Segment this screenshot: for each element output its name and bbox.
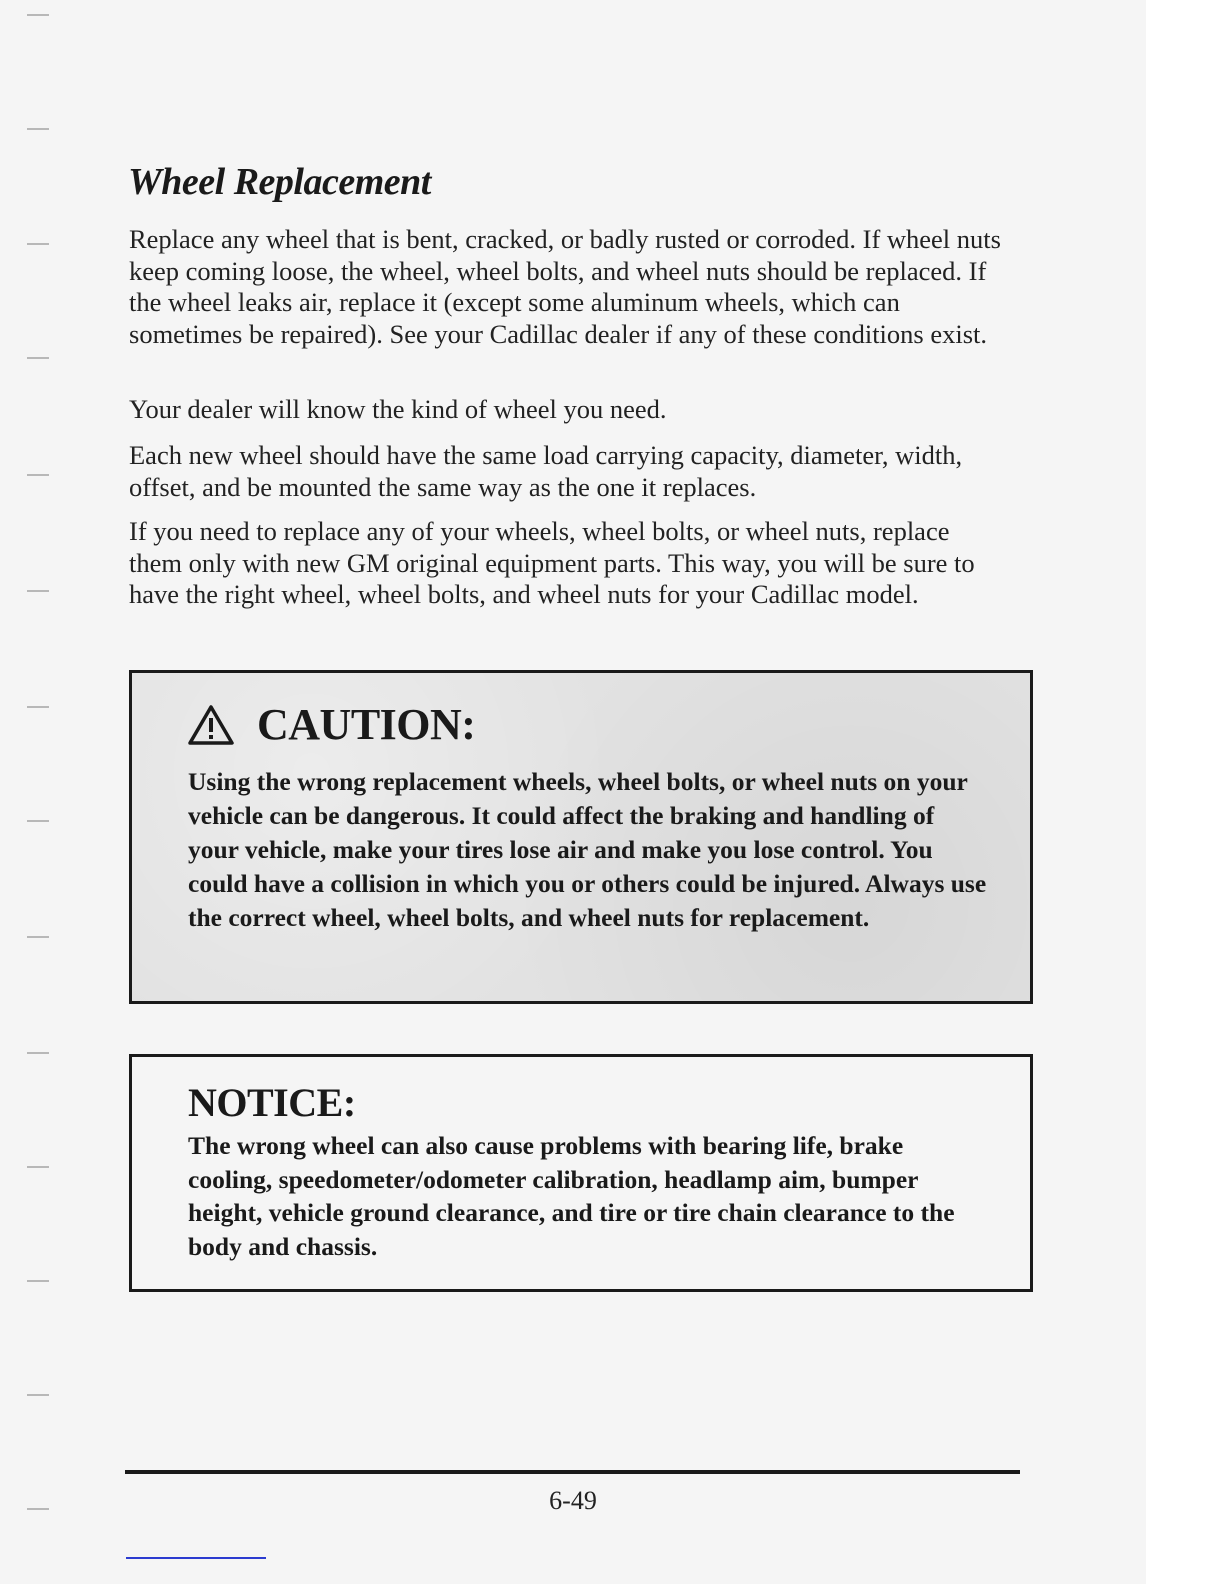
warning-triangle-icon [187,704,235,746]
margin-tick [27,128,49,130]
page-number-text: 6-49 [549,1486,597,1515]
paragraph: If you need to replace any of your wheels, wheel bolts, or wheel nuts, replace them only with new GM original equipment parts. This way, you will be sure to have the right wheel, wheel bolts, and wheel nuts for your Cadillac model. [129,516,975,609]
notice-text: The wrong wheel can also cause problems with bearing life, brake cooling, speedometer/odometer calibration, headlamp aim, bumper height, vehicle ground clearance, and tire or tire chain clearance to the body and chassis. [188,1131,955,1261]
link-underline [126,1557,266,1559]
margin-tick [27,243,49,245]
margin-tick [27,1394,49,1396]
margin-tick [27,590,49,592]
margin-tick [27,820,49,822]
margin-tick [27,357,49,359]
margin-tick [27,936,49,938]
paragraph: Your dealer will know the kind of wheel you need. [129,394,667,424]
paragraph: Each new wheel should have the same load carrying capacity, diameter, width, offset, and be mounted the same way as the one it replaces. [129,440,963,502]
margin-tick [27,1052,49,1054]
caution-text: Using the wrong replacement wheels, wheel bolts, or wheel nuts on your vehicle can be dangerous. It could affect the braking and handling of your vehicle, make your tires lose air and make you lose control. You could have a collision in which you or others could be injured. Always use the correct wheel, wheel bolts, and wheel nuts for replacement. [188,767,987,932]
margin-tick [27,14,49,16]
footer-rule [125,1470,1020,1474]
caution-header [187,699,475,750]
notice-label: NOTICE: [188,1080,356,1125]
margin-tick [27,1280,49,1282]
notice-box [129,1054,1033,1292]
caution-label: CAUTION: [257,700,476,749]
paragraph: Replace any wheel that is bent, cracked, or badly rusted or corroded. If wheel nuts keep coming loose, the wheel, wheel bolts, and wheel nuts should be replaced. If the wheel leaks air, replace it (except some aluminum wheels, which can sometimes be repaired). See your Cadillac dealer if any of these conditions exist. [129,224,1001,349]
margin-tick [27,474,49,476]
margin-tick [27,706,49,708]
margin-tick [27,1166,49,1168]
section-heading: Wheel Replacement [128,161,431,203]
caution-box [129,670,1033,1004]
page-number [0,1486,1146,1516]
